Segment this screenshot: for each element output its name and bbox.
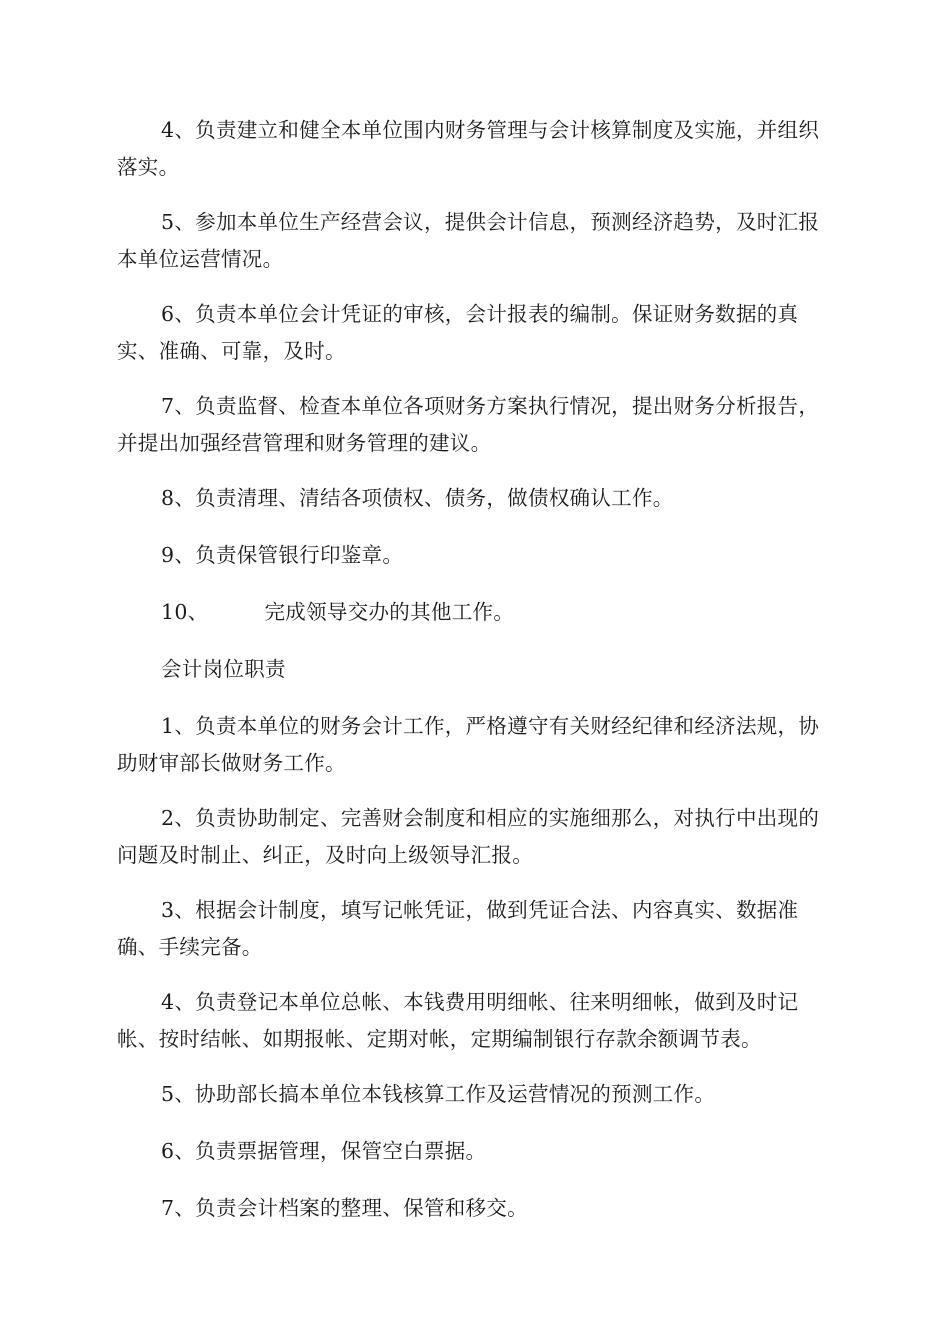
accounting-item-7: 7、负责会计档案的整理、保管和移交。 xyxy=(161,1196,528,1220)
accounting-item-4: 4、负责登记本单位总帐、本钱费用明细帐、往来明细帐，做到及时记帐、按时结帐、如期报帐、定期对帐，定期编制银行存款余额调节表。 xyxy=(117,990,799,1051)
accounting-item-1: 1、负责本单位的财务会计工作，严格遵守有关财经纪律和经济法规，协助财审部长做财务工作。 xyxy=(117,714,820,775)
paragraph-item-9: 9、负责保管银行印鉴章。 xyxy=(161,543,404,567)
section-title-accounting-duties: 会计岗位职责 xyxy=(161,657,286,681)
accounting-item-2: 2、负责协助制定、完善财会制度和相应的实施细那么，对执行中出现的问题及时制止、纠正，及时向上级领导汇报。 xyxy=(117,806,820,867)
accounting-item-3: 3、根据会计制度，填写记帐凭证，做到凭证合法、内容真实、数据准确、手续完备。 xyxy=(117,898,799,959)
accounting-item-6: 6、负责票据管理，保管空白票据。 xyxy=(161,1139,487,1163)
document-page xyxy=(117,112,827,1247)
paragraph-item-8: 8、负责清理、清结各项债权、债务，做债权确认工作。 xyxy=(161,486,674,510)
item-10-text: 完成领导交办的其他工作。 xyxy=(264,600,515,624)
item-10-number: 10、 xyxy=(161,600,209,624)
paragraph-item-6: 6、负责本单位会计凭证的审核，会计报表的编制。保证财务数据的真实、准确、可靠，及时。 xyxy=(117,302,799,363)
paragraph-item-10 xyxy=(117,594,827,631)
paragraph-item-4: 4、负责建立和健全本单位围内财务管理与会计核算制度及实施，并组织落实。 xyxy=(117,118,820,179)
paragraph-item-7: 7、负责监督、检查本单位各项财务方案执行情况，提出财务分析报告，并提出加强经营管理和财务管理的建议。 xyxy=(117,394,820,455)
accounting-item-5: 5、协助部长搞本单位本钱核算工作及运营情况的预测工作。 xyxy=(161,1082,716,1106)
paragraph-item-5: 5、参加本单位生产经营会议，提供会计信息，预测经济趋势，及时汇报本单位运营情况。 xyxy=(117,210,820,271)
